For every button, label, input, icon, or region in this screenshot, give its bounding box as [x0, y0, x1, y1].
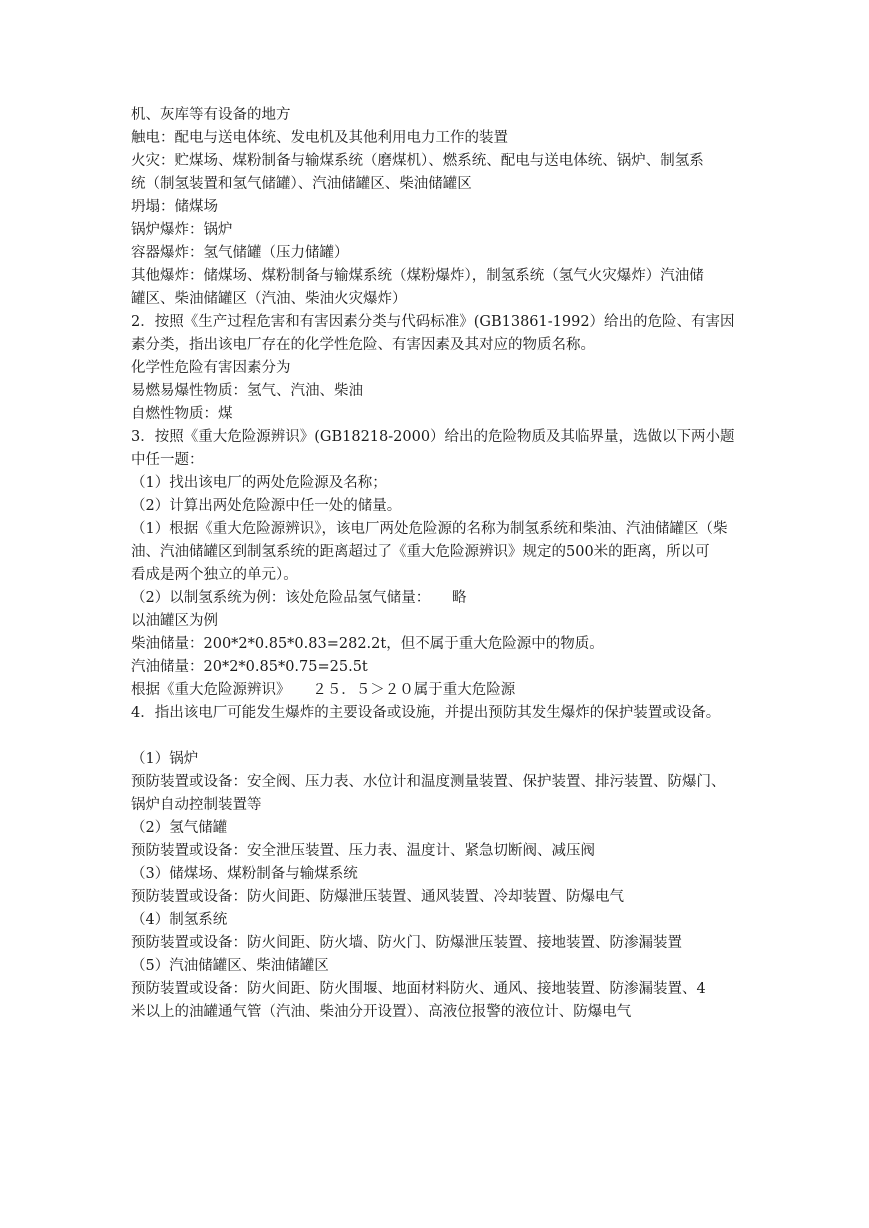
text-line: （5）汽油储罐区、柴油储罐区: [131, 958, 329, 974]
text-line: 其他爆炸：储煤场、煤粉制备与输煤系统（煤粉爆炸），制氢系统（氢气火灾爆炸）汽油储: [131, 268, 704, 284]
text-line: 预防装置或设备：防火间距、防火墙、防火门、防爆泄压装置、接地装置、防渗漏装置: [131, 935, 682, 951]
text-line: 油、汽油储罐区到制氢系统的距离超过了《重大危险源辨识》规定的500米的距离，所以可: [131, 544, 710, 560]
text-line: 米以上的油罐通气管（汽油、柴油分开设置）、高液位报警的液位计、防爆电气: [131, 1004, 632, 1020]
blank-line: [131, 725, 743, 748]
text-line: 柴油储量：200*2*0.85*0.83=282.2t，但不属于重大危险源中的物质。: [131, 636, 604, 652]
text-line: 预防装置或设备：安全阀、压力表、水位计和温度测量装置、保护装置、排污装置、防爆门、: [131, 774, 726, 790]
text-line: （1）根据《重大危险源辨识》，该电厂两处危险源的名称为制氢系统和柴油、汽油储罐区（柴: [131, 521, 728, 537]
text-line: 坍塌：储煤场: [131, 199, 218, 215]
text-line: 2．按照《生产过程危害和有害因素分类与代码标准》(GB13861-1992）给出的危险、有害因: [131, 314, 735, 330]
text-line: 汽油储量：20*2*0.85*0.75=25.5t: [131, 659, 368, 675]
text-line: 锅炉爆炸：锅炉: [131, 222, 233, 238]
text-line: （3）储煤场、煤粉制备与输煤系统: [131, 866, 358, 882]
text-line: 3．按照《重大危险源辨识》(GB18218-2000）给出的危险物质及其临界量，选做以下两小题: [131, 429, 735, 445]
text-line: 锅炉自动控制装置等: [131, 797, 262, 813]
text-line: 机、灰库等有设备的地方: [131, 107, 291, 123]
text-line: （2）氢气储罐: [131, 820, 228, 836]
text-line: 触电：配电与送电体统、发电机及其他利用电力工作的装置: [131, 130, 508, 146]
text-line: 素分类，指出该电厂存在的化学性危险、有害因素及其对应的物质名称。: [131, 337, 595, 353]
text-line: 4．指出该电厂可能发生爆炸的主要设备或设施，并提出预防其发生爆炸的保护装置或设备。: [131, 705, 721, 721]
text-line: （2）以制氢系统为例：该处危险品氢气储量： 略: [131, 590, 467, 606]
text-line: （1）锅炉: [131, 751, 199, 767]
text-line: 罐区、柴油储罐区（汽油、柴油火灾爆炸）: [131, 291, 407, 307]
text-line: 以油罐区为例: [131, 613, 218, 629]
text-line: （2）计算出两处危险源中任一处的储量。: [131, 498, 402, 514]
text-line: 根据《重大危险源辨识》 ２５．５＞２０属于重大危险源: [131, 682, 516, 698]
text-line: 预防装置或设备：安全泄压装置、压力表、温度计、紧急切断阀、减压阀: [131, 843, 595, 859]
text-line: （4）制氢系统: [131, 912, 228, 928]
text-line: 中任一题：: [131, 452, 204, 468]
document-body: [131, 104, 743, 1024]
text-line: 预防装置或设备：防火间距、防火围堰、地面材料防火、通风、接地装置、防渗漏装置、4: [131, 981, 706, 997]
text-line: 容器爆炸：氢气储罐（压力储罐）: [131, 245, 349, 261]
text-line: 预防装置或设备：防火间距、防爆泄压装置、通风装置、冷却装置、防爆电气: [131, 889, 624, 905]
text-line: 自燃性物质：煤: [131, 406, 233, 422]
text-line: 统（制氢装置和氢气储罐）、汽油储罐区、柴油储罐区: [131, 176, 472, 192]
text-line: 易燃易爆性物质：氢气、汽油、柴油: [131, 383, 363, 399]
text-line: 火灾：贮煤场、煤粉制备与输煤系统（磨煤机）、燃系统、配电与送电体统、锅炉、制氢系: [131, 153, 704, 169]
text-line: （1）找出该电厂的两处危险源及名称；: [131, 475, 387, 491]
text-line: 看成是两个独立的单元）。: [131, 567, 298, 583]
text-line: 化学性危险有害因素分为: [131, 360, 291, 376]
